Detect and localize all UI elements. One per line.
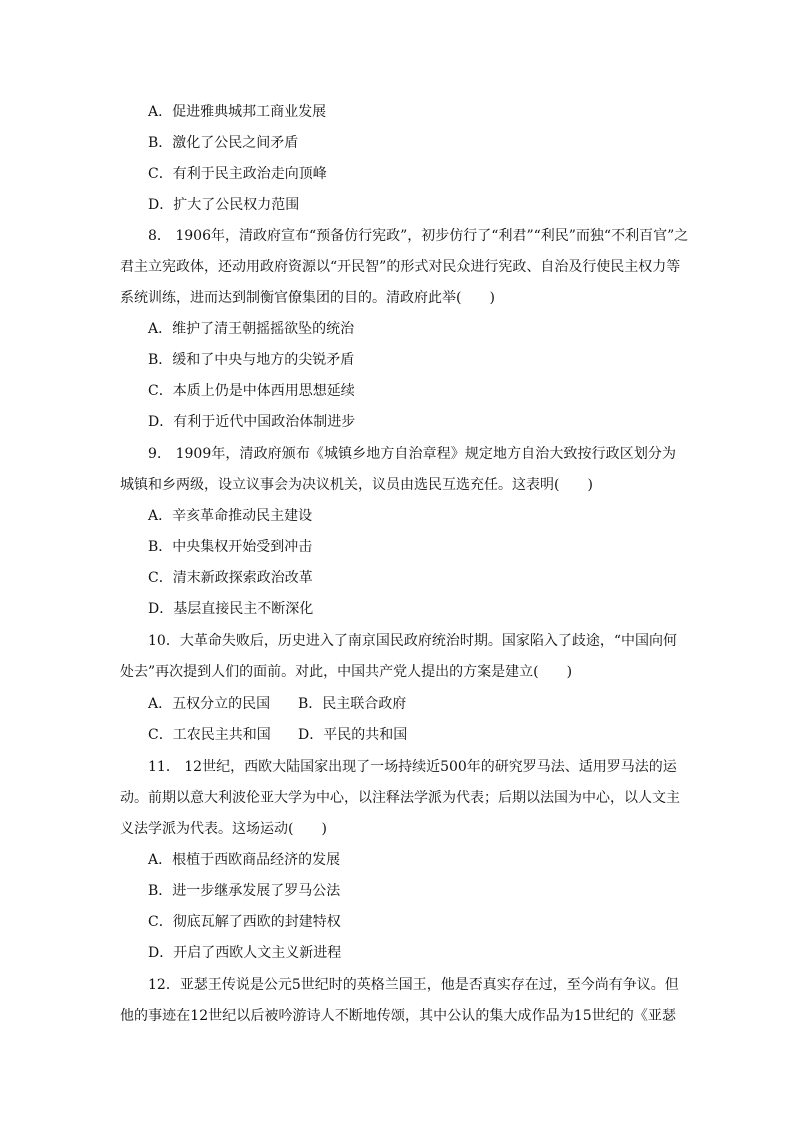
q7-option-b: B．激化了公民之间矛盾 xyxy=(148,135,299,151)
q7-option-a: A．促进雅典城邦工商业发展 xyxy=(148,104,327,120)
q10-stem-line-2: 处去”再次提到人们的面前。对此，中国共产党人提出的方案是建立( ) xyxy=(120,664,573,680)
q10-options-row-1 xyxy=(148,694,407,714)
q8-option-a: A．维护了清王朝摇摇欲坠的统治 xyxy=(148,321,355,337)
q11-option-d: D．开启了西欧人文主义新进程 xyxy=(148,945,342,961)
q11-option-a: A．根植于西欧商品经济的发展 xyxy=(148,852,341,868)
q9-option-d: D．基层直接民主不断深化 xyxy=(148,601,314,617)
q11-option-b: B．进一步继承发展了罗马公法 xyxy=(148,883,341,899)
q11-stem-line-2: 动。前期以意大利波伦亚大学为中心，以注释法学派为代表；后期以法国为中心，以人文主 xyxy=(120,790,680,806)
q8-stem-line-1: 8． 1906年，清政府宣布“预备仿行宪政”，初步仿行了“利君”“利民”而独“不利百官”之 xyxy=(148,228,689,244)
q9-stem-line-2: 城镇和乡两级，设立议事会为决议机关，议员由选民互选充任。这表明( ) xyxy=(120,477,593,493)
q8-option-d: D．有利于近代中国政治体制进步 xyxy=(148,414,356,430)
q12-stem-line-1: 12．亚瑟王传说是公元5世纪时的英格兰国王，他是否真实存在过，至今尚有争议。但 xyxy=(148,977,679,993)
q11-option-c: C．彻底瓦解了西欧的封建特权 xyxy=(148,914,341,930)
q9-stem-line-1: 9． 1909年，清政府颁布《城镇乡地方自治章程》规定地方自治大致按行政区划分为 xyxy=(148,446,676,462)
q7-option-c: C．有利于民主政治走向顶峰 xyxy=(148,166,327,182)
q10-option-d: D．平民的共和国 xyxy=(298,727,408,743)
q10-option-a: A．五权分立的民国 xyxy=(148,696,271,712)
q9-option-c: C．清末新政探索政治改革 xyxy=(148,570,313,586)
q7-option-d: D．扩大了公民权力范围 xyxy=(148,197,300,213)
q9-option-a: A．辛亥革命推动民主建设 xyxy=(148,508,313,524)
q11-stem-line-1: 11． 12世纪，西欧大陆国家出现了一场持续近500年的研究罗马法、适用罗马法的运 xyxy=(148,759,677,775)
q11-stem-line-3: 义法学派为代表。这场运动( ) xyxy=(120,821,327,837)
q8-stem-line-2: 君主立宪政体，还动用政府资源以“开民智”的形式对民众进行宪政、自治及行使民主权力等 xyxy=(120,259,681,275)
q8-option-b: B．缓和了中央与地方的尖锐矛盾 xyxy=(148,352,355,368)
q10-option-c: C．工农民主共和国 xyxy=(148,727,271,743)
q12-stem-line-2: 他的事迹在12世纪以后被吟游诗人不断地传颂，其中公认的集大成作品为15世纪的《亚瑟 xyxy=(120,1008,676,1024)
q10-stem-line-1: 10．大革命失败后，历史进入了南京国民政府统治时期。国家陷入了歧途，“中国向何 xyxy=(148,633,677,649)
q8-stem-line-3: 系统训练，进而达到制衡官僚集团的目的。清政府此举( ) xyxy=(120,290,495,306)
q9-option-b: B．中央集权开始受到冲击 xyxy=(148,539,313,555)
q10-options-row-2 xyxy=(148,725,408,745)
q10-option-b: B．民主联合政府 xyxy=(298,696,407,712)
q8-option-c: C．本质上仍是中体西用思想延续 xyxy=(148,383,355,399)
